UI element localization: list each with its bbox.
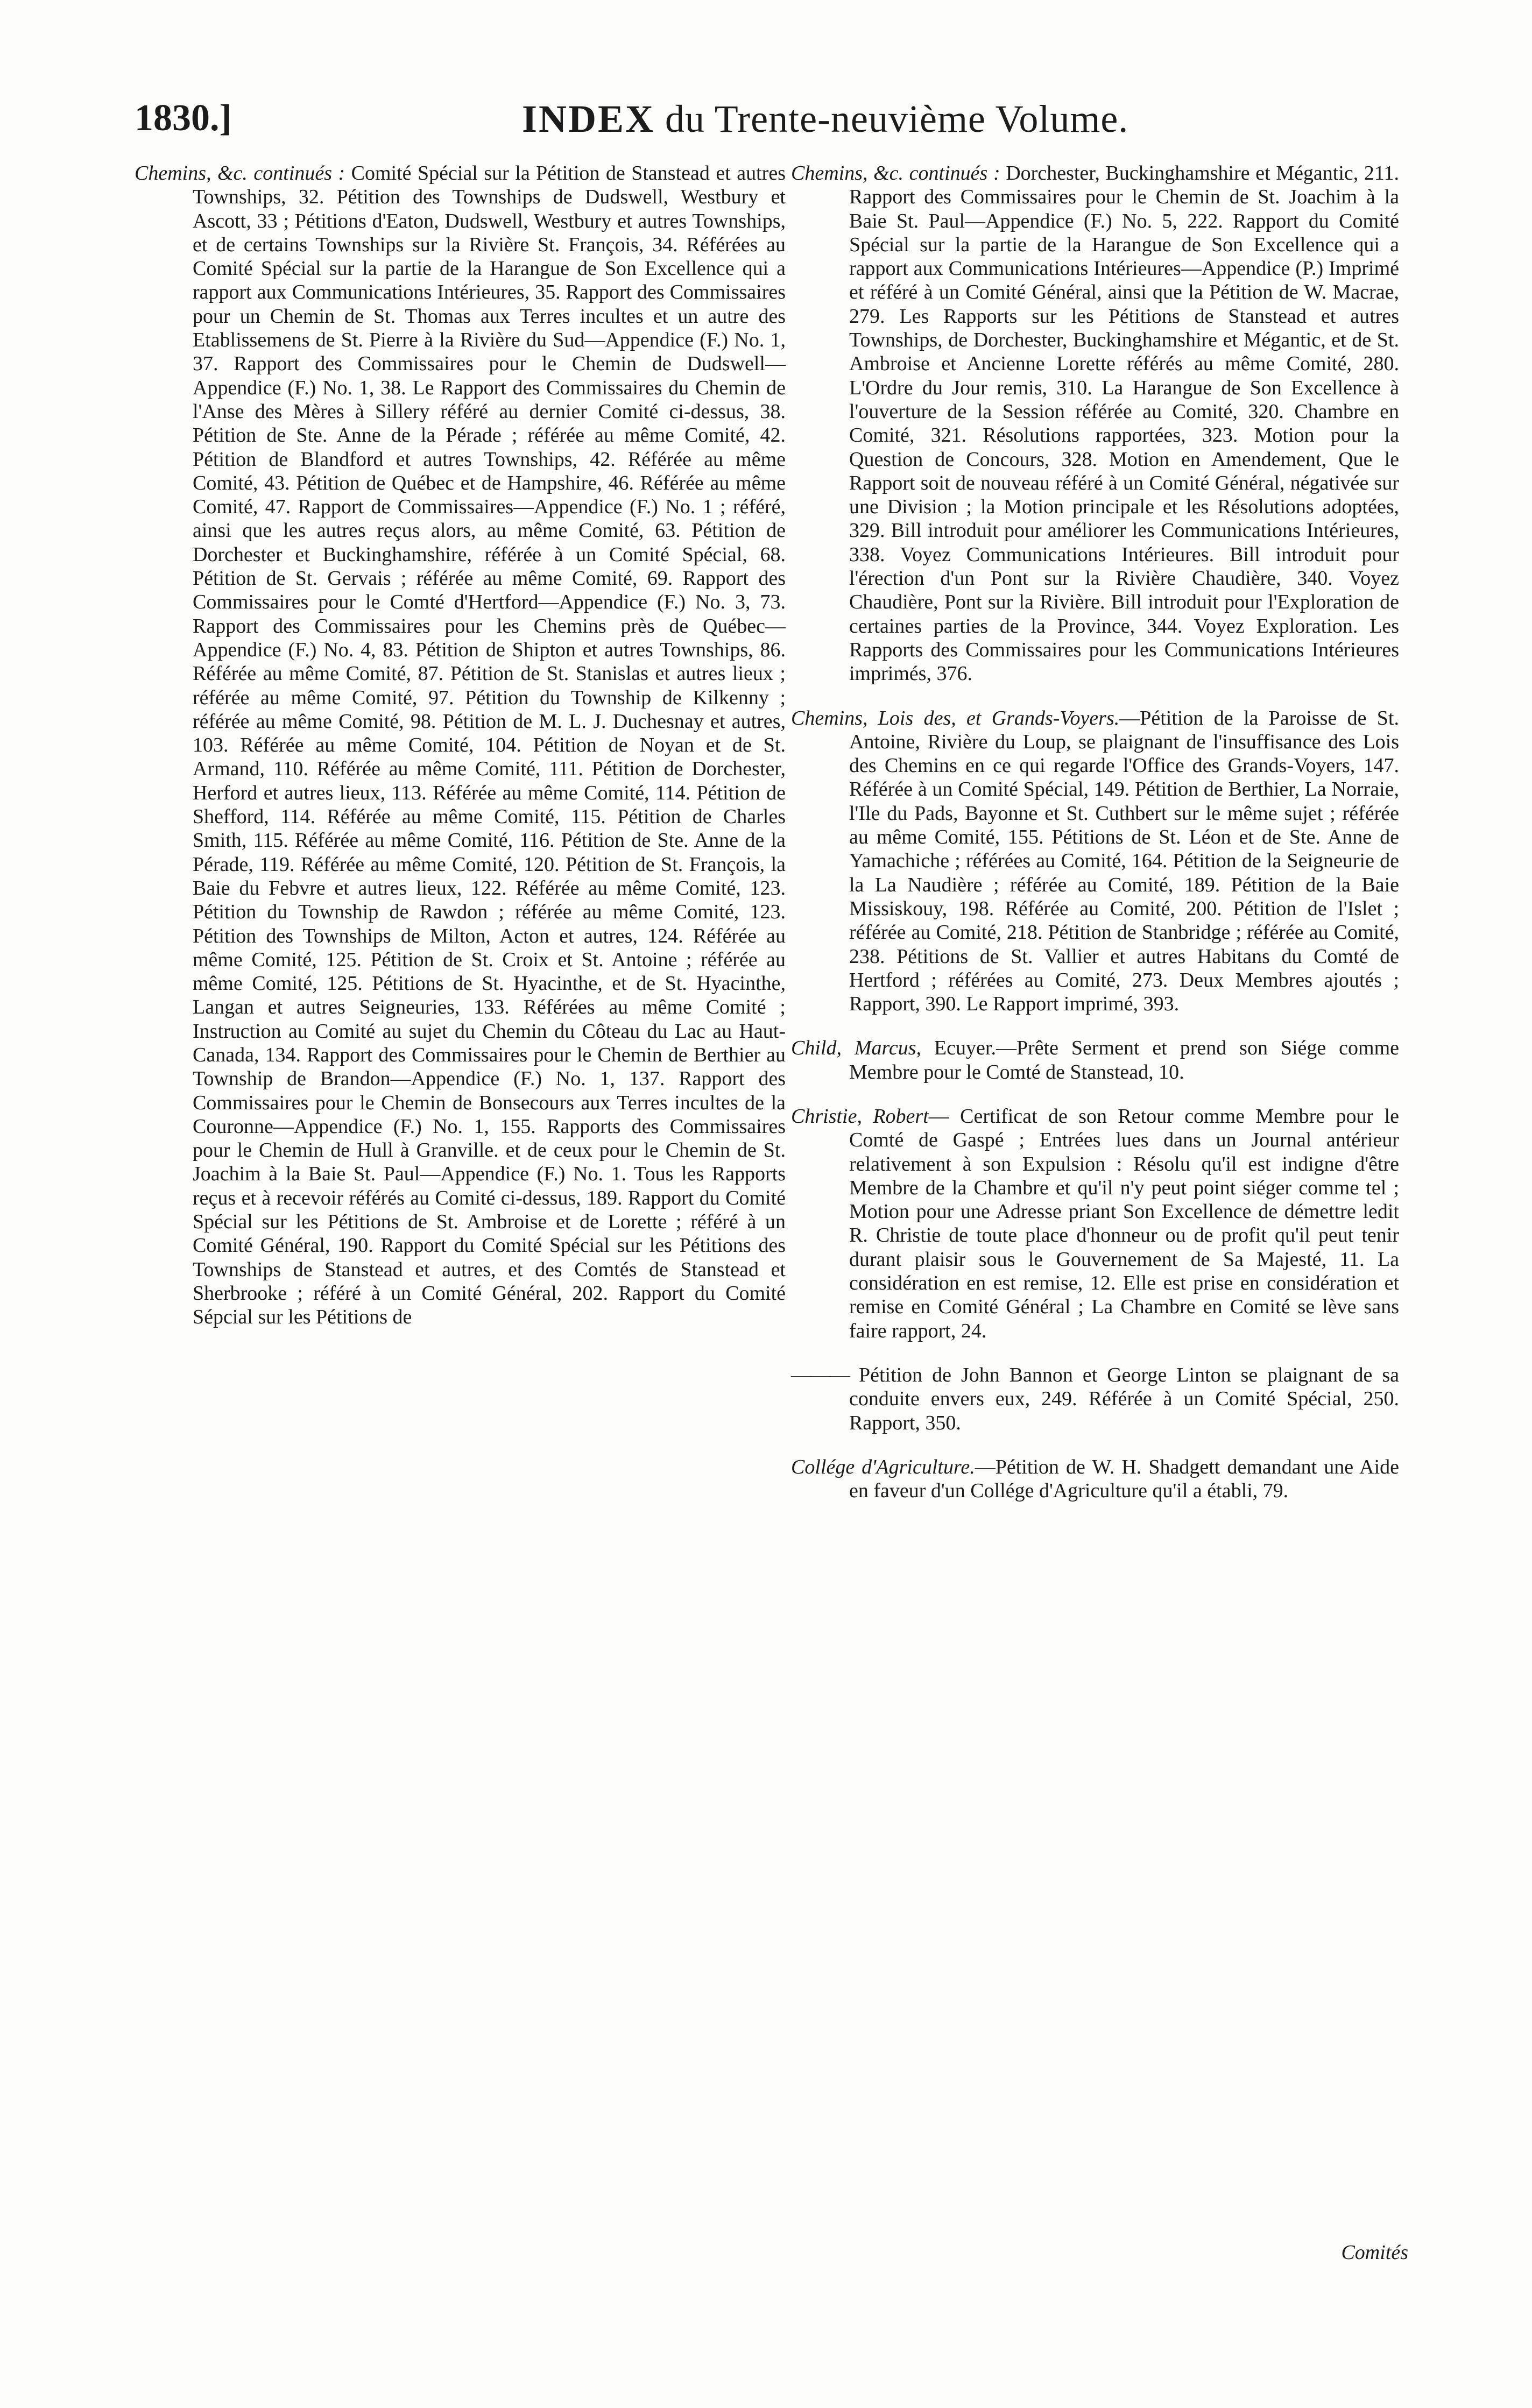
- entry-ditto-dash: ———: [791, 1363, 849, 1386]
- right-column: [791, 161, 1399, 1523]
- index-entry: [791, 706, 1399, 1016]
- left-column: [135, 161, 786, 1329]
- page-title: [522, 97, 1128, 141]
- index-entry: [791, 1036, 1399, 1084]
- index-entry: [791, 1363, 1399, 1435]
- page-title-index: INDEX: [522, 97, 655, 140]
- entry-text: Comité Spécial sur la Pétition de Stanstead et autres Townships, 32. Pétition des Townships de Dudswell, Westbury et Ascott, 33 ; Pétitions d'Eaton, Dudswell, Westbury et autres Townships, et de certains Townships sur la Rivière St. François, 34. Référées au Comité Spécial sur la partie de la Harangue de Son Excellence qui a rapport aux Communications Intérieures, 35. Rapport des Commissaires pour un Chemin de St. Thomas aux Terres incultes et un autre des Etablissemens de St. Pierre à la Rivière du Sud—Appendice (F.) No. 1, 37. Rapport des Commissaires pour le Chemin de Dudswell—Appendice (F.) No. 1, 38. Le Rapport des Commissaires du Chemin de l'Anse des Mères à Sillery référé au dernier Comité ci-dessus, 38. Pétition de Ste. Anne de la Pérade ; référée au même Comité, 42. Pétition de Blandford et autres Townships, 42. Référée au même Comité, 43. Pétition de Québec et de Hampshire, 46. Référée au même Comité, 47. Rapport de Commissaires—Appendice (F.) No. 1 ; référé, ainsi que les autres reçus alors, au même Comité, 63. Pétition de Dorchester et Buckinghamshire, référée à un Comité Spécial, 68. Pétition de St. Gervais ; référée au même Comité, 69. Rapport des Commissaires pour le Comté d'Hertford—Appendice (F.) No. 3, 73. Rapport des Commissaires pour les Chemins près de Québec—Appendice (F.) No. 4, 83. Pétition de Shipton et autres Townships, 86. Référée au même Comité, 87. Pétition de St. Stanislas et autres lieux ; référée au même Comité, 97. Pétition du Township de Kilkenny ; référée au même Comité, 98. Pétition de M. L. J. Duchesnay et autres, 103. Référée au même Comité, 104. Pétition de Noyan et de St. Armand, 110. Référée au même Comité, 111. Pétition de Dorchester, Herford et autres lieux, 113. Référée au même Comité, 114. Pétition de Shefford, 114. Référée au même Comité, 115. Pétition de Charles Smith, 115. Référée au même Comité, 116. Pétition de Ste. Anne de la Pérade, 119. Référée au même Comité, 120. Pétition de St. François, la Baie du Febvre et autres lieux, 122. Référée au même Comité, 123. Pétition du Township de Rawdon ; référée au même Comité, 123. Pétition des Townships de Milton, Acton et autres, 124. Référée au même Comité, 125. Pétition de St. Croix et St. Antoine ; référée au même Comité, 125. Pétitions de St. Hyacinthe, et de St. Hyacinthe, Langan et autres Seigneuries, 133. Référées au même Comité ; Instruction au Comité au sujet du Chemin du Côteau du Lac au Haut-Canada, 134. Rapport des Commissaires pour le Chemin de Berthier au Township de Brandon—Appendice (F.) No. 1, 137. Rapport des Commissaires pour le Chemin de Bonsecours aux Terres incultes de la Couronne—Appendice (F.) No. 1, 155. Rapports des Commissaires pour le Chemin de Hull à Granville. et de ceux pour le Chemin de St. Joachim à la Baie St. Paul—Appendice (F.) No. 1. Tous les Rapports reçus et à recevoir référés au Comité ci-dessus, 189. Rapport du Comité Spécial sur les Pétitions de St. Ambroise et de Lorette ; référé à un Comité Général, 190. Rapport du Comité Spécial sur les Pétitions des Townships de Stanstead et autres, et des Comtés de Stanstead et Sherbrooke ; référé à un Comité Général, 202. Rapport du Comité Sépcial sur les Pétitions de: [193, 162, 786, 1329]
- index-entry: [791, 161, 1399, 686]
- entry-text: Pétition de John Bannon et George Linton se plaignant de sa conduite envers eux, 249. Référée à un Comité Spécial, 250. Rapport, 350.: [849, 1363, 1399, 1434]
- entry-heading: Collége d'Agriculture.: [791, 1455, 975, 1478]
- entry-text: — Certificat de son Retour comme Membre pour le Comté de Gaspé ; Entrées lues dans un Journal antérieur relativement à son Expulsion : Résolu qu'il est indigne d'être Membre de la Chambre et qu'il n'y peut point siéger comme tel ; Motion pour une Adresse priant Son Excellence de démettre ledit R. Christie de toute place d'honneur ou de profit qu'il peut tenir durant plaisir sous le Gouvernement de Sa Majesté, 11. La considération en est remise, 12. Elle est prise en considération et remise en Comité Général ; La Chambre en Comité se lève sans faire rapport, 24.: [849, 1104, 1399, 1342]
- catchword: Comités: [1341, 2241, 1408, 2264]
- entry-text: —Pétition de la Paroisse de St. Antoine, Rivière du Loup, se plaignant de l'insuffisance des Lois des Chemins en ce qui regarde l'Office des Grands-Voyers, 147. Référée à un Comité Spécial, 149. Pétition de Berthier, La Norraie, l'Ile du Pads, Bayonne et St. Cuthbert sur le même sujet ; référée au même Comité, 155. Pétitions de St. Léon et de Ste. Anne de Yamachiche ; référées au Comité, 164. Pétition de la Seigneurie de la La Naudière ; référée au Comité, 189. Pétition de la Baie Missiskouy, 198. Référée au Comité, 200. Pétition de l'Islet ; référée au Comité, 218. Pétition de Stanbridge ; référée au Comité, 238. Pétitions de St. Vallier et autres Habitans du Comté de Hertford ; référées au Comité, 273. Deux Membres ajoutés ; Rapport, 390. Le Rapport imprimé, 393.: [849, 706, 1399, 1016]
- entry-text: Ecuyer.—Prête Serment et prend son Siége comme Membre pour le Comté de Stanstead, 10.: [849, 1037, 1399, 1083]
- entry-text: —Pétition de W. H. Shadgett demandant une Aide en faveur d'un Collége d'Agriculture qu'il a établi, 79.: [849, 1455, 1400, 1503]
- page-year: 1830.]: [135, 97, 232, 139]
- index-entry: [135, 161, 786, 1329]
- running-header: [135, 97, 1426, 151]
- entry-heading: Chemins, &c. continués :: [791, 162, 1000, 185]
- index-entry: [791, 1455, 1399, 1503]
- entry-heading: Chemins, Lois des, et Grands-Voyers.: [791, 706, 1120, 730]
- entry-heading: Chemins, &c. continués :: [135, 162, 345, 185]
- entry-heading: Christie, Robert: [791, 1104, 929, 1128]
- index-entry: [791, 1104, 1399, 1343]
- page-title-rest: du Trente-neuvième Volume.: [655, 97, 1129, 140]
- entry-heading: Child, Marcus,: [791, 1037, 922, 1060]
- entry-text: Dorchester, Buckinghamshire et Mégantic, 211. Rapport des Commissaires pour le Chemin de St. Joachim à la Baie St. Paul—Appendice (F.) No. 5, 222. Rapport du Comité Spécial sur la partie de la Harangue de Son Excellence qui a rapport aux Communications Intérieures—Appendice (P.) Imprimé et référé à un Comité Général, ainsi que la Pétition de W. Macrae, 279. Les Rapports sur les Pétitions de Stanstead et autres Townships, de Dorchester, Buckinghamshire et Mégantic, et de St. Ambroise et Ancienne Lorette référés au même Comité, 280. L'Ordre du Jour remis, 310. La Harangue de Son Excellence à l'ouverture de la Session référée au Comité, 320. Chambre en Comité, 321. Résolutions rapportées, 323. Motion pour la Question de Concours, 328. Motion en Amendement, Que le Rapport soit de nouveau référé à un Comité Général, négativée sur une Division ; la Motion principale et les Résolutions adoptées, 329. Bill introduit pour améliorer les Communications Intérieures, 338. Voyez Communications Intérieures. Bill introduit pour l'érection d'un Pont sur la Rivière Chaudière, 340. Voyez Chaudière, Pont sur la Rivière. Bill introduit pour l'Exploration de certaines parties de la Province, 344. Voyez Exploration. Les Rapports des Commissaires pour les Communications Intérieures imprimés, 376.: [849, 162, 1400, 685]
